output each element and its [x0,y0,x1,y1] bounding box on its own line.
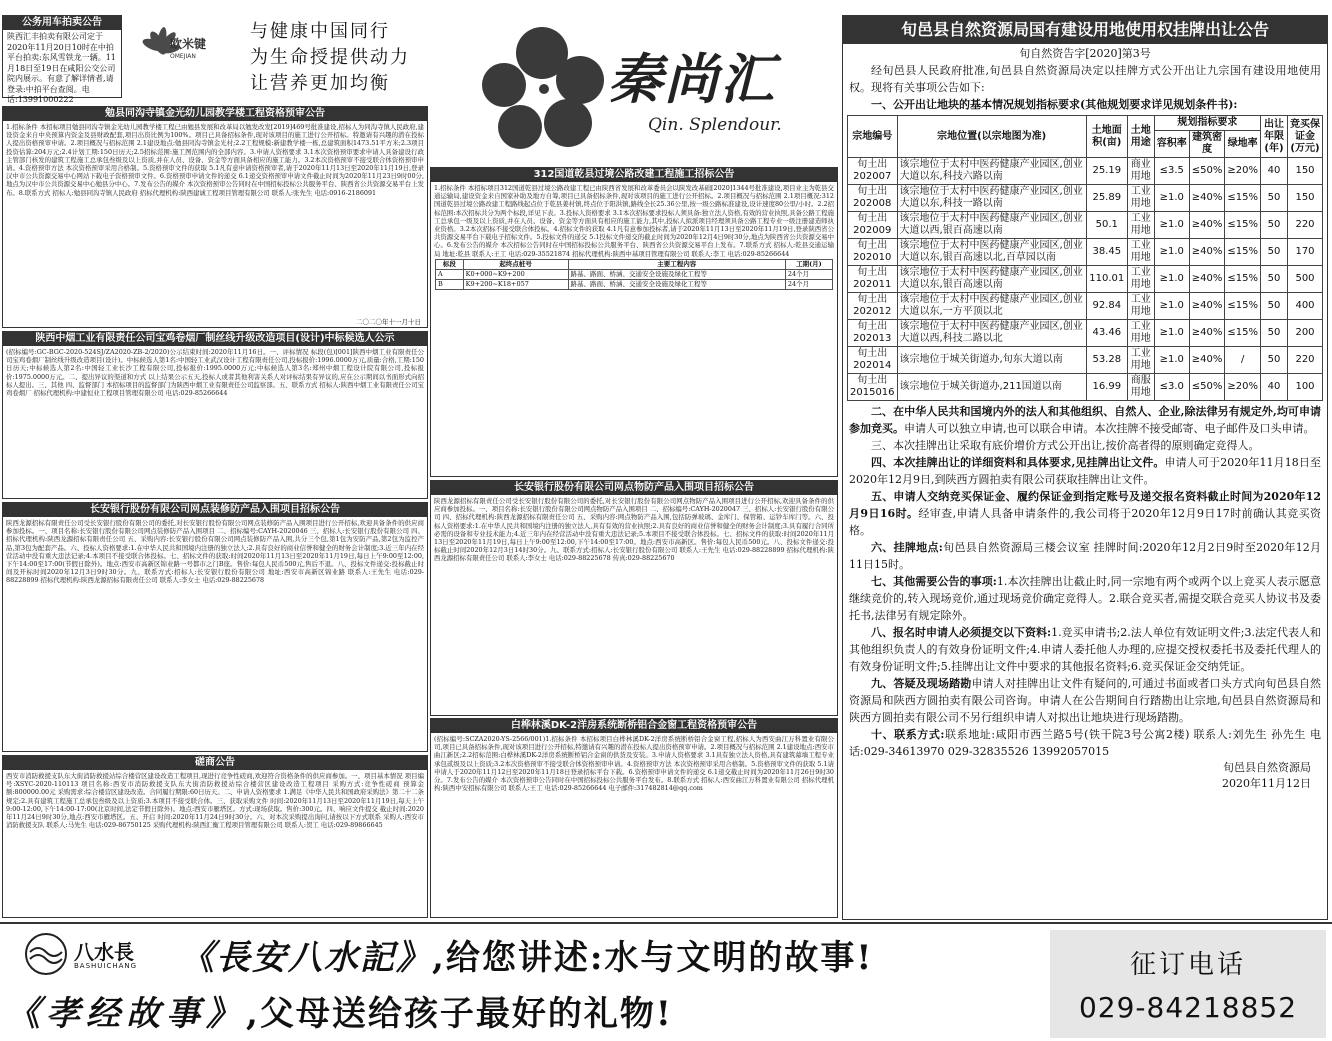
notice-bank-physical [430,480,838,716]
ad-line-2-title: 《孝经故事》 [6,994,246,1034]
notice-road-body-a [431,182,837,258]
land-cell-area: 43.46 [1086,320,1127,347]
header-location: 宗地位置(以宗地图为准) [897,116,1086,158]
land-paragraph-heading: 二、在中华人民共和国境内外的法人和其他组织、自然人、企业,除法律另有规定外,均可申请参加竞买。 [849,405,1321,435]
land-cell-green: / [1225,347,1261,374]
land-cell-far: ≥1.0 [1154,266,1189,293]
land-cell-far: ≥1.0 [1154,293,1189,320]
land-paragraph [849,488,1321,539]
header-area: 土地面积(亩) [1086,116,1127,158]
land-cell-use: 工业用地 [1127,293,1154,320]
land-paragraph-heading: 九、答疑及现场踏勘 [871,677,972,690]
land-cell-density: ≥40% [1189,347,1225,374]
subscription-phone: 029-84218852 [1078,991,1298,1024]
table-cell: 24个月 [785,280,832,290]
land-cell-loc: 该宗地位于城关街道办,旬东大道以南 [897,347,1086,374]
qin-logo-en: Qin. Splendour. [648,115,782,135]
header-green: 绿地率 [1225,131,1261,158]
notice-windows [430,718,838,918]
notice-windows-title: 白桦林溪DK-2洋房系统断桥铝合金窗工程资格预审公告 [431,719,837,733]
land-paragraph-text: 三、本次挂牌出让采取有底价增价方式公开出让,按价高者得的原则确定竞得人。 [871,439,1260,452]
table-row [848,293,1323,320]
land-paragraph-heading: 七、其他需要公告的事项: [871,575,997,588]
land-paragraph-heading: 八、报名时申请人必须提交以下资料: [871,626,1052,639]
bashuichang-logo [24,932,184,982]
omejian-logo [130,19,218,85]
land-paragraph-heading: 四、本次挂牌出让的详细资料和具体要求,见挂牌出让文件。 [871,456,1165,469]
land-paragraph-text: 申请人对挂牌出让文件有疑问的,可通过书面或者口头方式向旬邑县自然资源局和陕西方圆拍卖有限公司咨询。申请人在公告期间自行踏勘出让宗地,旬邑县自然资源局和陕西方圆拍卖有限公司不另行组织申请人对拟出让地块进行现场踏勘。 [849,677,1322,724]
table-row [848,374,1323,401]
qin-splendour-ad [430,15,838,165]
notice-tobacco-body: (招标编号:GC-BGC-2020-524SJ/ZA2020-ZB-2/2020)公示结束时间:2020年11月16日。一、评标情况 标段(包)[001]陕西中烟工业有限责任公司宝鸡卷烟厂制丝线升级改造项目(设计)。中标候选人第1名:中国轻工业武汉设计工程有限责任公司,投标报价:1996.0000万元,质量:合格,工期:150日历天;中标候选人第2名:中国轻工业长沙工程有限公司,投标报价:1995.0000万元;中标候选人第3名:郑州中烟工程设计院有限公司,投标报价:1975.0000万元。二、提出异议的渠道和方式 以上结果公示五天,投标人或者其他利害关系人对评标结果有异议的,应在公示期间以书面形式向招标人提出。三、其他 四、监督部门 本招标项目的监督部门为陕西中烟工业有限责任公司监察部。五、联系方式 招标人:陕西中烟工业有限责任公司宝鸡卷烟厂 招标代理机构:中建恒业工程项目管理有限公司 电话:029-85266644 [6,348,424,398]
land-paragraph [849,403,1321,437]
table-header: 工期(月) [785,260,832,270]
land-cell-use: 工业用地 [1127,347,1154,374]
table-row [848,266,1323,293]
land-cell-density: ≥40% [1189,320,1225,347]
notice-consultation-title: 磋商公告 [3,756,427,770]
table-header: 标段 [436,260,464,270]
land-cell-use: 工业用地 [1127,266,1154,293]
table-row [848,185,1323,212]
header-plan: 规划指标要求 [1154,116,1260,131]
land-cell-deposit: 200 [1288,320,1323,347]
notice-bank-physical-body: 陕西龙源招标有限责任公司受长安银行股份有限公司的委托,对长安银行股份有限公司网点物防产品入围项目进行公开招标,欢迎具备条件的供应商参加投标。一、项目名称:长安银行股份有限公司网点物防产品入围项目 二、招标编号:CAYH-2020047 三、招标人:长安银行股份有限公司 四、招标代理机构:陕西龙源招标有限责任公司 五、采购内容:网点物防产品入围,包括防弹玻璃、金库门、保管箱、运钞车库门等。六、投标人资格要求:1.在中华人民共和国境内注册的独立法人,具有有效的营业执照;2.具有良好的商业信誉和健全的财务会计制度;3.具有履行合同所必需的设备和专业技术能力;4.近三年内在经营活动中没有重大违法记录;5.本项目不接受联合体投标。七、招标文件的获取:时间2020年11月13日至2020年11月19日,每日上午9:00至12:00,下午14:00至17:00。地点:西安市高新区。售价:每包人民币500元。八、投标文件递交:投标截止时间2020年12月3日14时30分。九、联系方式:招标人:长安银行股份有限公司 联系人:王先生 电话:029-88228899 招标代理机构:陕西龙源招标有限责任公司 联系人:李女士 电话:029-88225678 传真:029-88225670 [434,497,834,563]
land-cell-use: 商业用地 [1127,158,1154,185]
land-cell-id: 旬土出202010 [848,239,898,266]
land-paragraph-text: 1.本次挂牌出让截止时,同一宗地有两个或两个以上竞买人表示愿意继续竞价的,转入现场竞价,通过现场竞价确定竞得人。2.联合竞买者,需提交联合竞买人协议书及委托书,法律另有规定除外。 [849,575,1321,622]
land-cell-area: 92.84 [1086,293,1127,320]
land-cell-id: 旬土出202009 [848,212,898,239]
land-intro-wrap [843,62,1327,113]
table-row [436,280,833,290]
land-cell-deposit: 220 [1288,212,1323,239]
land-cell-far: ≥1.0 [1154,320,1189,347]
land-cell-far: ≥1.0 [1154,212,1189,239]
land-cell-years: 50 [1261,266,1288,293]
land-cell-id: 旬土出202013 [848,320,898,347]
notice-bank-equipment-body: 陕西龙源招标有限责任公司受长安银行股份有限公司的委托,对长安银行股份有限公司网点装修防产品入围项目进行公开招标,欢迎具备条件的供应商参加投标。一、项目名称:长安银行股份有限公司网点装修防产品入围项目 二、招标编号:CAYH-2020046 三、招标人:长安银行股份有限公司 四、招标代理机构:陕西龙源招标有限责任公司 五、采购内容:长安银行股份有限公司网点装修防产品入围,共分三个包,第1包为安防产品,第2包为监控产品,第3包为配套产品。六、投标人资格要求:1.在中华人民共和国境内注册的独立法人;2.具有良好的商业信誉和健全的财务会计制度;3.近三年内在经营活动中没有重大违法记录;4.本项目不接受联合体投标。七、招标文件的获取:时间2020年11月13日至2020年11月19日,每日上午9:00至12:00,下午14:00至17:00(节假日除外)。地点:西安市高新区锦业路一号都市之门B座。售价:每包人民币500元,售后不退。八、投标文件递交:投标截止时间及开标时间2020年12月3日9时30分。九、联系方式:招标人:长安银行股份有限公司 地址:西安市高新区锦业路 联系人:王先生 电话:029-88228899 招标代理机构:陕西龙源招标有限责任公司 联系人:李女士 电话:029-88225678 [6,519,424,585]
bashuichang-wave-icon [24,932,68,976]
land-cell-deposit: 100 [1288,374,1323,401]
land-cell-use: 工业用地 [1127,320,1154,347]
land-parcel-table [847,115,1323,401]
land-paragraph [849,454,1321,488]
land-paragraph [849,624,1321,675]
land-doc-no: 旬自然资告字[2020]第3号 [1019,47,1151,60]
table-cell: K0+000~K9+200 [463,270,568,280]
notice-bank-equipment [2,502,428,752]
land-cell-far: ≤3.0 [1154,374,1189,401]
road-sections-table [435,259,833,290]
land-cell-loc: 该宗地位于太村中医药健康产业园区,创业大道以东,一方平顶以北 [897,293,1086,320]
land-cell-green: ≤15% [1225,239,1261,266]
land-section1: 一、公开出让地块的基本情况规划指标要求(其他规划要求详见规划条件书): [871,98,1238,111]
land-cell-use: 工业用地 [1127,185,1154,212]
land-cell-area: 25.89 [1086,185,1127,212]
car-auction-notice [2,15,122,104]
land-cell-id: 旬土出202012 [848,293,898,320]
land-cell-years: 50 [1261,185,1288,212]
land-sign-date: 2020年11月12日 [1222,777,1311,790]
notice-road-title: 312国道乾县过境公路改建工程施工招标公告 [431,168,837,182]
land-cell-green: ≤15% [1225,185,1261,212]
header-parcel-id: 宗地编号 [848,116,898,158]
table-cell: 路基、路面、桥涵、交通安全设施及绿化工程等 [568,270,785,280]
table-cell: A [436,270,464,280]
ad-line-1 [180,930,1040,980]
land-cell-years: 40 [1261,158,1288,185]
notice-kindergarten-body: 1.招标条件 本招标项目勉县同沟寺镇金光幼儿园教学楼工程已由勉县发展和改革局以勉发改发[2019]469号批准建设,招标人为同沟寺镇人民政府,建设资金来自中央预算内资金及县财政配套,项目出资比例为100%。项目已具备招标条件,现对该项目的施工进行公开招标。特邀请有兴趣的潜在投标人提出资格预审申请。2.项目概况与招标范围 2.1建设地点:勉县同沟寺镇金光村;2.2工程规模:新建教学楼一栋,总建筑面积1473.51平方米;2.3项目投资估算:204万元;2.4计划工期:150日历天;2.5招标范围:施工图范围内的全部内容。3.申请人资格要求 3.1本次资格预审要求申请人具备建设行政主管部门核发的建筑工程施工总承包叁级及以上资质,并在人员、设备、资金等方面具备相应的施工能力。3.2本次资格预审不接受联合体资格预审申请。4.资格预审方法 本次资格预审采用合格制。5.资格预审文件的获取 5.1凡有意申请资格预审者,请于2020年11月13日至2020年11月19日,登录汉中市公共资源交易中心网站下载电子资格预审文件。6.资格预审申请文件的递交 6.1递交资格预审申请文件截止时间为2020年11月23日9时00分,地点为汉中市公共资源交易中心勉县分中心。7.发布公告的媒介 本次资格预审公告同时在中国招标投标公共服务平台、陕西省公共资源交易平台上发布。8.联系方式 招标人:勉县同沟寺镇人民政府 招标代理机构:陕西建诚工程项目管理有限公司 联系人:张先生 电话:0916-2186091 [6,123,424,197]
notice-road-table-wrap [431,258,837,291]
land-cell-area: 38.45 [1086,239,1127,266]
car-auction-title: 公务用车拍卖公告 [3,16,121,30]
omejian-brand: 欧米键 [170,37,207,51]
table-header: 主要工程内容 [568,260,785,270]
land-paragraph [849,573,1321,624]
land-cell-use: 商服用地 [1127,374,1154,401]
land-cell-years: 50 [1261,320,1288,347]
land-cell-area: 110.01 [1086,266,1127,293]
table-cell: 路基、路面、桥涵、交通安全设施及绿化工程等 [568,280,785,290]
land-cell-density: ≥40% [1189,185,1225,212]
notice-tobacco-title: 陕西中烟工业有限责任公司宝鸡卷烟厂制丝线升级改造项目(设计)中标候选人公示 [3,332,427,346]
land-paragraphs [843,401,1327,760]
notice-kindergarten [2,106,428,328]
car-auction-body: 陕西汇丰拍卖有限公司定于2020年11月20日10时在中拍平台拍卖:东风雪铁龙一辆。11月18日至19日在咸阳公交公司院内展示。有意了解详情者,请登录:中拍平台查阅。电话:13991000222 [7,32,116,104]
ad-line-1-title: 《長安八水記》 [180,938,432,978]
omejian-brand-en: OMEJIAN [170,53,196,60]
land-notice [842,15,1328,920]
bashuichang-brand-en: BASHUICHANG [74,962,138,970]
notice-road-body: 1.招标条件 本招标项目312国道乾县过境公路改建工程已由陕西省发展和改革委员会以陕发改基础[2020]1344号批准建设,项目业主为乾县交通运输局,建设资金来自国家补助及地方自筹,项目已具备招标条件,现对该项目的施工进行公开招标。2.项目概况与招标范围 2.1项目概况:312国道乾县过境公路改建工程路线起点位于乾县姜村镇,终点位于阳洪镇,路线全长25.36公里,按一级公路标准建设,设计速度80公里/小时。2.2招标范围:本次招标共分为两个标段,详见下表。3.投标人资格要求 3.1本次招标要求投标人须具备:独立法人资格,有效的营业执照,具备公路工程施工总承包一级及以上资质,并在人员、设备、资金等方面具有相应的施工能力,其中,投标人拟派项目经理须具备公路工程专业一级注册建造师执业资格。3.2本次招标不接受联合体投标。4.招标文件的获取 4.1凡有意参加投标者,请于2020年11月13日至2020年11月19日,登录陕西省公共资源交易平台下载电子招标文件。5.投标文件的递交 5.1投标文件递交的截止时间为2020年12月4日9时30分,地点为陕西省公共资源交易中心。6.发布公告的媒介 本次招标公告同时在中国招标投标公共服务平台、陕西省公共资源交易平台上发布。7.联系方式 招标人:乾县交通运输局 地址:乾县 联系人:王工 电话:029-35521874 招标代理机构:陕西中基项目管理有限公司 联系人:李工 电话:029-85266644 [434,184,834,258]
land-paragraph [849,675,1321,726]
table-row [848,347,1323,374]
subscription-label: 征订电话 [1129,950,1246,980]
land-cell-density: ≤50% [1189,374,1225,401]
ad-line-1-rest: ,给您讲述:水与文明的故事! [432,938,874,978]
land-cell-loc: 该宗地位于太村中医药健康产业园区,创业大道以东,银百高速以北,百草园以南 [897,239,1086,266]
table-row [436,270,833,280]
land-table-wrap [843,113,1327,401]
land-cell-loc: 该宗地位于太村中医药健康产业园区,创业大道以东,科技六路以南 [897,158,1086,185]
land-cell-green: ≤15% [1225,293,1261,320]
land-paragraph-heading: 六、挂牌地点: [871,541,943,554]
table-row [848,158,1323,185]
land-intro: 经旬邑县人民政府批准,旬邑县自然资源局决定以挂牌方式公开出让九宗国有建设用地使用权。现将有关事项公告如下: [849,64,1321,94]
land-cell-years: 50 [1261,347,1288,374]
land-cell-green: ≤15% [1225,266,1261,293]
table-row [848,239,1323,266]
land-cell-use: 工业用地 [1127,239,1154,266]
notice-road [430,167,838,477]
land-cell-green: ≤15% [1225,320,1261,347]
ad-line-2 [6,986,1040,1038]
land-cell-years: 50 [1261,293,1288,320]
land-cell-deposit: 500 [1288,266,1323,293]
land-cell-deposit: 400 [1288,293,1323,320]
land-cell-years: 50 [1261,212,1288,239]
table-header-row [436,260,833,270]
land-cell-area: 53.28 [1086,347,1127,374]
omejian-slogan-1: 与健康中国同行 [250,21,390,42]
table-header: 起终点桩号 [463,260,568,270]
land-cell-green: ≥20% [1225,158,1261,185]
land-cell-id: 旬土出202008 [848,185,898,212]
land-cell-deposit: 150 [1288,158,1323,185]
land-cell-density: ≥40% [1189,266,1225,293]
table-cell: K9+200~K18+057 [463,280,568,290]
land-signature: 旬邑县自然资源局 [1223,761,1311,774]
land-cell-area: 25.19 [1086,158,1127,185]
land-cell-density: ≤50% [1189,158,1225,185]
header-use: 土地用途 [1127,116,1154,158]
table-row [848,212,1323,239]
bashuichang-brand: 八水長 [74,940,134,964]
land-paragraph-text: 1.竞买申请书;2.法人单位有效证明文件;3.法定代表人和其他组织负责人的有效身份证明文件;4.申请人委托他人办理的,应提交授权委托书及委托代理人的有效身份证明文件;5.挂牌出让文件中要求的其他报名资料;6.竞买保证金交纳凭证。 [849,626,1321,673]
land-cell-density: ≥40% [1189,212,1225,239]
land-cell-deposit: 220 [1288,347,1323,374]
land-cell-use: 工业用地 [1127,212,1154,239]
land-paragraph-text: 旬邑县自然资源局三楼会议室 挂牌时间:2020年12月2日9时至2020年12月11日15时。 [849,541,1321,571]
land-cell-area: 16.99 [1086,374,1127,401]
land-cell-density: ≥40% [1189,239,1225,266]
land-cell-far: ≥1.0 [1154,185,1189,212]
land-cell-loc: 该宗地位于城关街道办,211国道以南 [897,374,1086,401]
land-cell-deposit: 150 [1288,185,1323,212]
notice-bank-physical-title: 长安银行股份有限公司网点物防产品入围项目招标公告 [431,481,837,495]
land-cell-far: ≤3.5 [1154,158,1189,185]
omejian-ad [128,15,430,101]
land-cell-loc: 该宗地位于太村中医药健康产业园区,创业大道以西,科技二路以北 [897,320,1086,347]
ad-line-2-rest: ,父母送给孩子最好的礼物! [246,994,673,1034]
qin-logo-mark: 秦尚汇 [608,47,776,111]
land-cell-years: 40 [1261,374,1288,401]
land-cell-loc: 该宗地位于太村中医药健康产业园区,创业大道以东,科技一路以南 [897,185,1086,212]
flower-logo-icon [480,25,610,155]
omejian-slogan-3: 让营养更加均衡 [250,73,390,94]
header-density: 建筑密度 [1189,131,1225,158]
land-paragraph [849,539,1321,573]
header-deposit: 竞买保证金(万元) [1288,116,1323,158]
land-table-body [848,158,1323,401]
land-paragraph-text: 联系地址:咸阳市西兰路5号(铁干院3号公寓2楼) 联系人:刘先生 孙先生 电话:029-34613970 029-32835526 13992057015 [849,728,1322,758]
subscription-box [1050,930,1326,1038]
notice-tobacco [2,331,428,499]
land-notice-title: 旬邑县自然资源局国有建设用地使用权挂牌出让公告 [843,16,1327,44]
notice-consultation-body: 西安市消防救援支队东大街消防救援站综合楼营区建设改造工程项目,现进行竞争性磋商,欢迎符合资格条件的供应商参加。一、项目基本情况 项目编号:XSYC-2020-110113 项目名称:西安市消防救援支队东大街消防救援站综合楼营区建设改造工程项目 采购方式:竞争性磋商 预算金额:800000.00元 采购需求:综合楼营区建设改造。合同履行期限:60日历天。二、申请人资格要求 1.满足《中华人民共和国政府采购法》第二十二条规定;2.具有建筑工程施工总承包叁级及以上资质;3.本项目不接受联合体。三、获取采购文件 时间:2020年11月13日至2020年11月19日,每天上午9:00-12:00,下午14:00-17:00(北京时间,法定节假日除外)。地点:西安市雁塔区。方式:现场获取。售价:300元。四、响应文件提交 截止时间:2020年11月24日9时30分,地点:西安市雁塔区。五、开启 时间:2020年11月24日9时30分。六、对本次采购提出询问,请按以下方式联系 采购人:西安市消防救援支队 联系人:马先生 电话:029-86750125 采购代理机构:陕西汇衡工程项目管理有限公司 联系人:贺工 电话:029-89866645 [6,772,424,830]
table-row [848,320,1323,347]
land-cell-deposit: 170 [1288,239,1323,266]
land-paragraph-text: 经审查,申请人具备申请条件的,我公司将于2020年12月9日17时前确认其竞买资格。 [849,507,1321,537]
land-paragraph-heading: 十、联系方式: [871,728,945,741]
land-cell-id: 旬土出202011 [848,266,898,293]
header-years: 出让年限(年) [1261,116,1288,158]
header-far: 容积率 [1154,131,1189,158]
notice-kindergarten-title: 勉县同沟寺镇金光幼儿园教学楼工程资格预审公告 [3,107,427,121]
land-cell-years: 50 [1261,239,1288,266]
notice-consultation [2,755,428,918]
omejian-slogan-2: 为生命授提供动力 [250,47,410,68]
land-paragraph-text: 申请人可于2020年11月18日至2020年12月9日,到陕西方圆拍卖有限公司获取挂牌出让文件。 [849,456,1322,486]
land-cell-far: ≥1.0 [1154,347,1189,374]
land-cell-green: ≥20% [1225,374,1261,401]
notice-windows-body: (招标编号:SCZA2020-YS-2566/001)1.招标条件 本招标项目白桦林溪DK-2洋房系统断桥铝合金窗工程,招标人为西安曲江万科置业有限公司,项目已具备招标条件,现对该项目进行公开招标,特邀请有兴趣的潜在投标人提出资格预审申请。2.项目概况与招标范围 2.1建设地点:西安市曲江新区;2.2招标范围:白桦林溪DK-2洋房系统断桥铝合金窗的供货及安装。3.申请人资格要求 3.1具有独立法人资格,具有建筑幕墙工程专业承包贰级及以上资质;3.2本次资格预审不接受联合体资格预审申请。4.资格预审方法 本次资格预审采用合格制。5.资格预审文件的获取 5.1请申请人于2020年11月12日至2020年11月18日登录招标平台下载。6.资格预审申请文件的递交 6.1递交截止时间为2020年11月26日9时30分。7.发布公告的媒介 本次资格预审公告同时在中国招标投标公共服务平台发布。8.联系方式 招标人:西安曲江万科置业有限公司 招标代理机构:陕西中安招标有限公司 联系人:王工 电话:029-85266644 电子邮件:317482814@qq.com [434,735,834,793]
bottom-ad [0,922,1332,1041]
land-cell-loc: 该宗地位于太村中医药健康产业园区,创业大道以东,银百高速以南 [897,266,1086,293]
land-cell-id: 旬土出202014 [848,347,898,374]
table-cell: 24个月 [785,270,832,280]
land-cell-green: ≤15% [1225,212,1261,239]
land-cell-density: ≥40% [1189,293,1225,320]
table-cell: B [436,280,464,290]
land-cell-id: 旬土出2015016 [848,374,898,401]
land-cell-id: 旬土出202007 [848,158,898,185]
land-paragraph [849,726,1321,760]
table-header-row [848,116,1323,131]
land-cell-area: 50.1 [1086,212,1127,239]
land-paragraph-text: 申请人可以独立申请,也可以联合申请。本次挂牌不接受邮寄、电子邮件及口头申请。 [904,422,1315,435]
land-paragraph [849,437,1321,454]
land-cell-loc: 该宗地位于太村中医药健康产业园区,创业大道以西,银百高速以南 [897,212,1086,239]
notice-kindergarten-date: 二〇二〇年十一月十日 [356,318,421,326]
land-paragraph-heading: 五、申请人交纳竞买保证金、履约保证金到指定账号及递交报名资料截止时间为2020年12月9日16时。 [849,490,1321,520]
notice-bank-equipment-title: 长安银行股份有限公司网点装修防产品入围项目招标公告 [3,503,427,517]
land-cell-far: ≥1.0 [1154,239,1189,266]
